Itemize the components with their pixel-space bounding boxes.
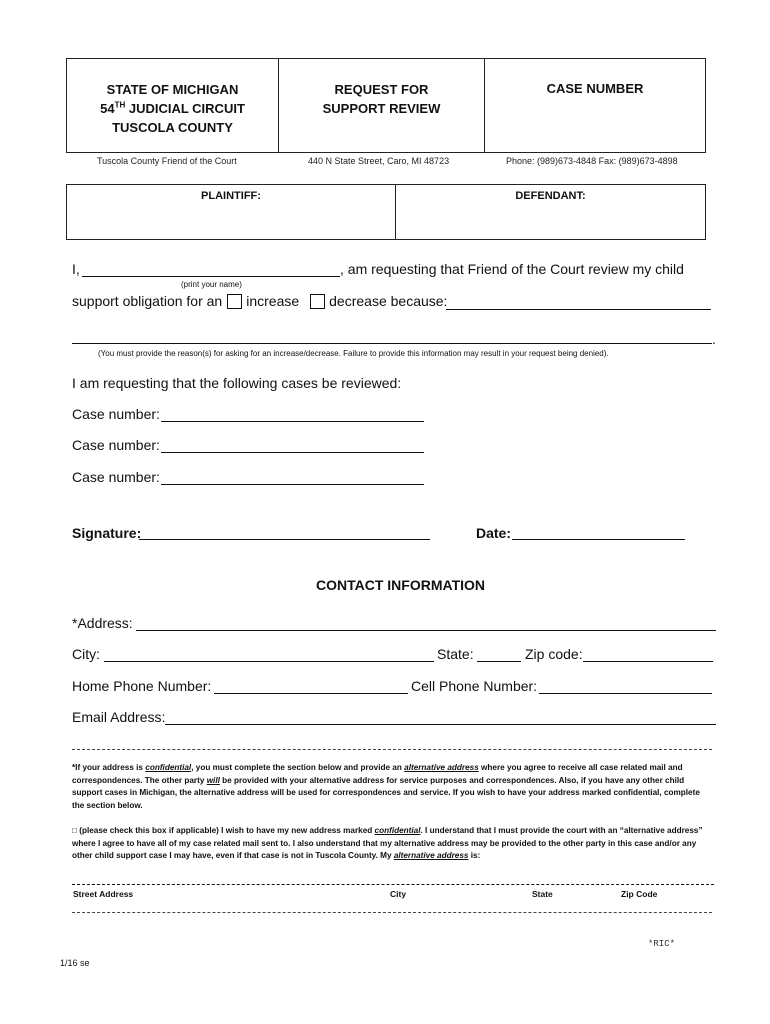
office-address: 440 N State Street, Caro, MI 48723 bbox=[308, 156, 450, 166]
case-label-2: Case number: bbox=[72, 437, 160, 453]
court-line2: 54TH JUDICIAL CIRCUIT bbox=[100, 100, 245, 116]
date-field[interactable] bbox=[512, 539, 685, 540]
street-address-label: Street Address bbox=[73, 889, 134, 899]
plaintiff-label: PLAINTIFF: bbox=[201, 190, 261, 202]
cell-phone-field[interactable] bbox=[539, 693, 712, 694]
office-name: Tuscola County Friend of the Court bbox=[97, 156, 237, 166]
home-phone-field[interactable] bbox=[214, 693, 408, 694]
obligation-line bbox=[72, 293, 447, 309]
state-label: State: bbox=[437, 646, 474, 662]
alt-zip-label: Zip Code bbox=[621, 889, 658, 899]
alt-address-field[interactable] bbox=[72, 884, 714, 885]
decrease-checkbox[interactable] bbox=[310, 294, 325, 309]
case-field-3[interactable] bbox=[161, 484, 424, 485]
dashed-divider-bottom bbox=[72, 912, 712, 913]
i-label: I, bbox=[72, 261, 80, 277]
case-field-1[interactable] bbox=[161, 421, 424, 422]
office-phone: Phone: (989)673-4848 Fax: (989)673-4898 bbox=[506, 156, 678, 166]
reason-note: (You must provide the reason(s) for asking for an increase/decrease. Failure to provide this information may result in your request being denied). bbox=[98, 349, 609, 358]
home-phone-label: Home Phone Number: bbox=[72, 678, 212, 694]
case-number-label: CASE NUMBER bbox=[546, 81, 644, 96]
signature-field[interactable] bbox=[139, 539, 430, 540]
zip-field[interactable] bbox=[583, 661, 713, 662]
print-name-field[interactable] bbox=[82, 276, 340, 277]
address-field[interactable] bbox=[136, 630, 716, 631]
court-line1: STATE OF MICHIGAN bbox=[106, 82, 239, 97]
reason-field-2[interactable] bbox=[72, 343, 712, 344]
date-label: Date: bbox=[476, 525, 512, 541]
obligation-text: support obligation for an bbox=[72, 293, 223, 309]
increase-label: increase bbox=[246, 293, 300, 309]
ric-mark: *RIC* bbox=[648, 939, 676, 949]
confidential-request-paragraph[interactable]: □ (please check this box if applicable) I wish to have my new address marked confidential. I understand that I must provide the court with an “alternative address” where I agree to have all of my case related mail sent to. I also understand that my alternative address may be provided to the other party in this case and/or any other child support case I may have, even if that case is not in Tuscola County. My alternative address is: bbox=[72, 826, 703, 860]
email-label: Email Address: bbox=[72, 709, 166, 725]
case-field-2[interactable] bbox=[161, 452, 424, 453]
header-box bbox=[66, 58, 706, 153]
address-label: *Address: bbox=[72, 615, 133, 631]
city-field[interactable] bbox=[104, 661, 434, 662]
defendant-label: DEFENDANT: bbox=[515, 190, 586, 202]
city-label: City: bbox=[72, 646, 100, 662]
reason-period: . bbox=[712, 331, 716, 347]
email-field[interactable] bbox=[165, 724, 716, 725]
case-number-cell[interactable] bbox=[485, 59, 705, 152]
title-line1: REQUEST FOR bbox=[334, 82, 429, 97]
court-cell bbox=[67, 59, 279, 152]
cell-phone-label: Cell Phone Number: bbox=[411, 678, 538, 694]
parties-box bbox=[66, 184, 706, 240]
revision-note: 1/16 se bbox=[60, 958, 90, 968]
reason-field-1[interactable] bbox=[446, 309, 711, 310]
decrease-label: decrease because: bbox=[329, 293, 448, 309]
zip-label: Zip code: bbox=[525, 646, 583, 662]
print-name-hint: (print your name) bbox=[181, 280, 242, 289]
defendant-cell[interactable] bbox=[396, 185, 705, 239]
alt-state-label: State bbox=[532, 889, 553, 899]
requesting-text: , am requesting that Friend of the Court review my child bbox=[340, 261, 684, 277]
confidential-paragraph: *If your address is confidential, you must complete the section below and provide an alternative address where you agree to receive all case related mail and correspondences. The other party will be provided with your alternative address for service purposes and correspondences. Also, if you have any other child support cases in Michigan, the alternative address will be used for correspondences and service. If you wish to have your address marked confidential, complete the section below. bbox=[72, 763, 700, 810]
case-label-1: Case number: bbox=[72, 406, 160, 422]
cases-intro: I am requesting that the following cases be reviewed: bbox=[72, 375, 402, 391]
signature-label: Signature: bbox=[72, 525, 142, 541]
title-line2: SUPPORT REVIEW bbox=[322, 101, 441, 116]
case-label-3: Case number: bbox=[72, 469, 160, 485]
increase-checkbox[interactable] bbox=[227, 294, 242, 309]
court-line3: TUSCOLA COUNTY bbox=[112, 120, 233, 135]
alt-city-label: City bbox=[390, 889, 407, 899]
title-cell bbox=[279, 59, 485, 152]
contact-heading: CONTACT INFORMATION bbox=[316, 577, 486, 593]
state-field[interactable] bbox=[477, 661, 521, 662]
plaintiff-cell[interactable] bbox=[67, 185, 396, 239]
dashed-divider bbox=[72, 749, 712, 750]
